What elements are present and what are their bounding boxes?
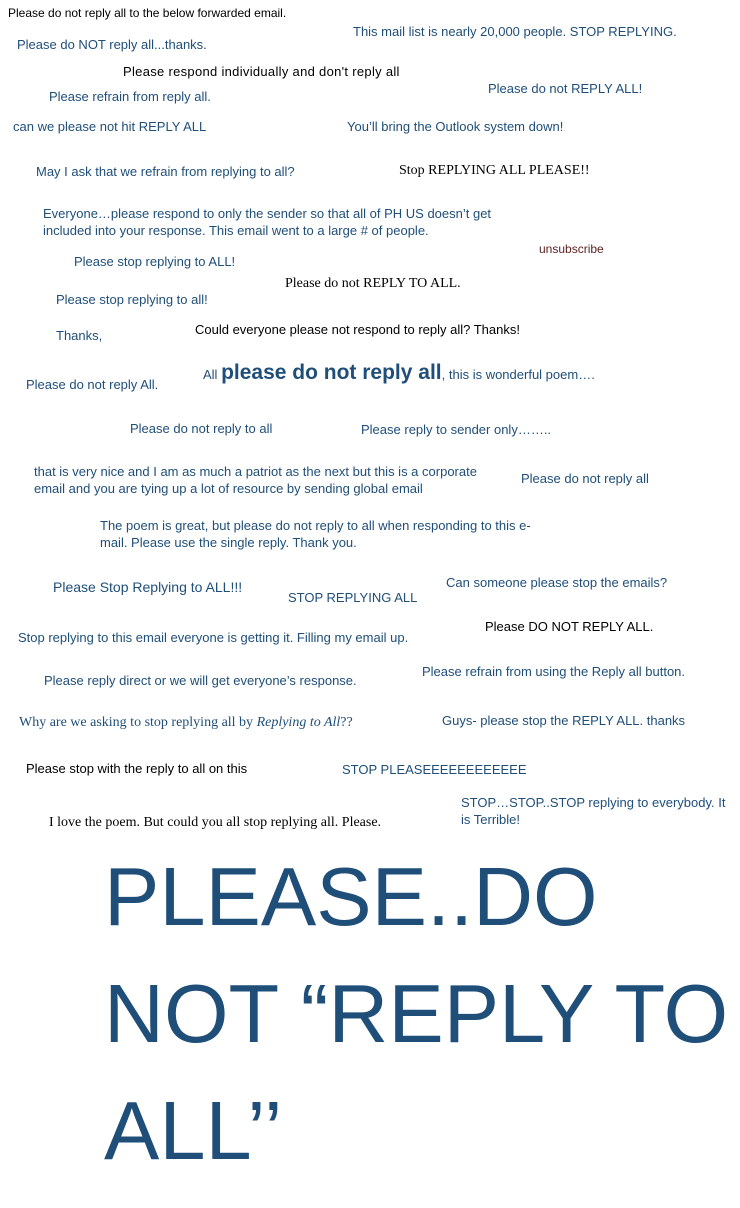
note-reply-to-sender-only: Please reply to sender only…….. [361, 422, 552, 437]
note-do-not-reply-all-period: Please do not reply All. [26, 377, 159, 392]
note-refrain-reply-all: Please refrain from reply all. [49, 89, 211, 104]
note-why-italic: Replying to All [256, 715, 341, 730]
note-stop-replying-all-please: Stop REPLYING ALL PLEASE!! [399, 163, 590, 178]
note-may-i-ask: May I ask that we refrain from replying to all? [36, 164, 295, 179]
headline-line-2: NOT “REPLY TO [104, 967, 729, 1060]
note-poem-is-great: The poem is great, but please do not reply to all when responding to this e-mail. Please use the single reply. Thank you. [100, 518, 531, 550]
note-outlook-down: You’ll bring the Outlook system down! [347, 119, 564, 134]
note-filling-my-email: Stop replying to this email everyone is getting it. Filling my email up. [18, 630, 409, 645]
note-stop-replying-to-all-caps: Please Stop Replying to ALL!!! [53, 579, 243, 595]
note-do-not-reply-to-all: Please do not reply to all [130, 421, 273, 436]
headline-please-do-not-reply-to-all [104, 838, 734, 1189]
note-why-suffix: ?? [340, 715, 353, 730]
note-corporate-email: that is very nice and I am as much a patriot as the next but this is a corporate email and you are tying up a lot of resource by sending global email [34, 464, 477, 496]
note-do-not-reply-thanks: Please do NOT reply all...thanks. [17, 37, 207, 52]
note-respond-individually: Please respond individually and don't reply all [123, 64, 400, 79]
note-thanks: Thanks, [56, 328, 103, 343]
note-why-prefix: Why are we asking to stop replying all by [19, 715, 257, 730]
note-someone-stop-emails: Can someone please stop the emails? [446, 575, 668, 590]
note-unsubscribe: unsubscribe [539, 242, 604, 256]
note-i-love-the-poem: I love the poem. But could you all stop replying all. Please. [49, 815, 382, 830]
note-mail-list-size: This mail list is nearly 20,000 people. STOP REPLYING. [353, 24, 677, 39]
note-stop-with-reply-to-all: Please stop with the reply to all on this [26, 761, 248, 776]
note-do-not-reply-to-all-serif: Please do not REPLY TO ALL. [285, 276, 461, 291]
note-do-not-reply-all: Please do not REPLY ALL! [488, 81, 643, 96]
note-stop-stop-stop: STOP…STOP..STOP replying to everybody. It is Terrible! [461, 795, 726, 827]
note-stop-replying-to-all-2: Please stop replying to all! [56, 292, 208, 307]
note-respond-only-sender: Everyone…please respond to only the sender so that all of PH US doesn’t get included into your response. This email went to a large # of people. [43, 206, 492, 238]
note-wonderful-poem-emphasis: please do not reply all [221, 361, 442, 384]
note-wonderful-poem-suffix: , this is wonderful poem…. [441, 367, 595, 382]
note-please-do-not-reply-all: Please do not reply all [521, 471, 649, 486]
note-forwarded-email: Please do not reply all to the below forwarded email. [8, 6, 287, 20]
note-do-not-reply-all-caps: Please DO NOT REPLY ALL. [485, 619, 654, 634]
note-stop-replying-all-caps: STOP REPLYING ALL [288, 590, 418, 605]
note-wonderful-poem [203, 359, 595, 386]
note-not-hit-reply-all: can we please not hit REPLY ALL [13, 119, 207, 134]
note-refrain-reply-all-button: Please refrain from using the Reply all button. [422, 664, 686, 679]
headline-line-3: ALL’’ [104, 1084, 283, 1177]
headline-line-1: PLEASE..DO [104, 850, 598, 943]
note-stop-replying-to-all-1: Please stop replying to ALL! [74, 254, 236, 269]
note-guys-stop: Guys- please stop the REPLY ALL. thanks [442, 713, 686, 728]
note-stop-pleaseeee: STOP PLEASEEEEEEEEEEEE [342, 762, 527, 777]
note-reply-direct: Please reply direct or we will get everyone’s response. [44, 673, 357, 688]
note-could-everyone: Could everyone please not respond to reply all? Thanks! [195, 322, 520, 337]
note-why-are-we-asking [19, 714, 353, 732]
note-wonderful-poem-prefix: All [203, 367, 222, 382]
